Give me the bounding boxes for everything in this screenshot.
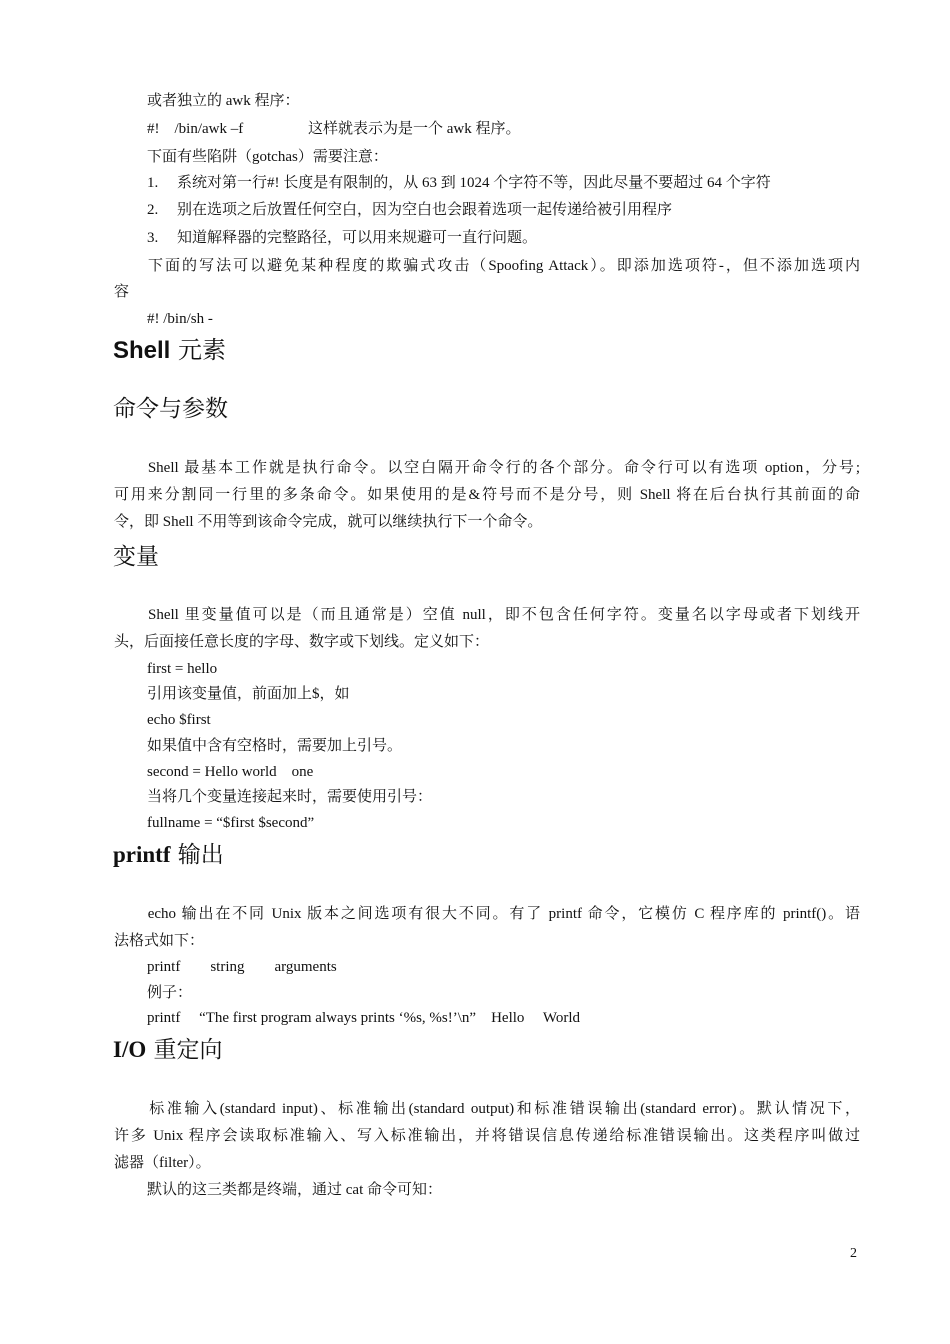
text-line: 或者独立的 awk 程序：	[147, 93, 300, 109]
paragraph-line: 下面的写法可以避免某种程度的欺骗式攻击（Spoofing Attack）。即添加选项符-，但不添加选项内	[114, 258, 860, 274]
code-line: printf “The first program always prints ‘%s, %s!’\n” Hello World	[147, 1010, 581, 1026]
text-line: 如果值中含有空格时，需要加上引号。	[147, 738, 403, 754]
list-item: 2. 别在选项之后放置任何空白，因为空白也会跟着选项一起传递给被引用程序	[147, 202, 673, 218]
heading-io-redirection: I/O 重定向	[113, 1037, 223, 1063]
heading-variables: 变量	[113, 544, 159, 570]
heading-printf: printf 输出	[113, 842, 224, 868]
text-line: 当将几个变量连接起来时，需要使用引号：	[147, 789, 433, 805]
paragraph-line: 令，即 Shell 不用等到该命令完成，就可以继续执行下一个命令。	[114, 514, 543, 530]
list-item: 3. 知道解释器的完整路径，可以用来规避可一直行问题。	[147, 230, 538, 246]
paragraph-line: echo 输出在不同 Unix 版本之间选项有很大不同。有了 printf 命令，它模仿 C 程序库的 printf()。语	[114, 906, 860, 922]
paragraph-line: 滤器（filter）。	[114, 1155, 211, 1171]
paragraph-line: 许多 Unix 程序会读取标准输入、写入标准输出，并将错误信息传递给标准错误输出。这类程序叫做过	[114, 1128, 860, 1144]
paragraph-line: 标准输入(standard input)、标准输出(standard output)和标准错误输出(standard error)。默认情况下，	[114, 1101, 860, 1117]
heading-shell-elements: Shell 元素	[113, 336, 226, 364]
text-line: 下面有些陷阱（gotchas）需要注意：	[147, 149, 388, 165]
code-line: #! /bin/awk –f 这样就表示为是一个 awk 程序。	[147, 121, 521, 137]
page-number: 2	[850, 1246, 857, 1261]
paragraph-line: 头，后面接任意长度的字母、数字或下划线。定义如下：	[114, 634, 490, 650]
code-line: fullname = “$first $second”	[147, 815, 315, 831]
paragraph-line: 可用来分割同一行里的多条命令。如果使用的是&符号而不是分号，则 Shell 将在后台执行其前面的命	[114, 487, 860, 503]
text-line: 例子：	[147, 985, 193, 1001]
list-item: 1. 系统对第一行#! 长度是有限制的，从 63 到 1024 个字符不等，因此尽量不要超过 64 个字符	[147, 175, 771, 191]
paragraph-line: Shell 最基本工作就是执行命令。以空白隔开命令行的各个部分。命令行可以有选项 option，分号;	[114, 460, 860, 476]
heading-commands: 命令与参数	[113, 396, 228, 422]
code-line: printf string arguments	[147, 959, 337, 975]
code-line: #! /bin/sh -	[147, 311, 213, 327]
text-line: 引用该变量值，前面加上$，如	[147, 686, 350, 702]
paragraph-line: 容	[114, 284, 130, 300]
paragraph-line: 法格式如下：	[114, 933, 205, 949]
code-line: echo $first	[147, 712, 211, 728]
code-line: first = hello	[147, 661, 218, 677]
text-line: 默认的这三类都是终端，通过 cat 命令可知：	[147, 1182, 442, 1198]
paragraph-line: Shell 里变量值可以是（而且通常是）空值 null，即不包含任何字符。变量名以字母或者下划线开	[114, 607, 860, 623]
code-line: second = Hello world one	[147, 764, 314, 780]
